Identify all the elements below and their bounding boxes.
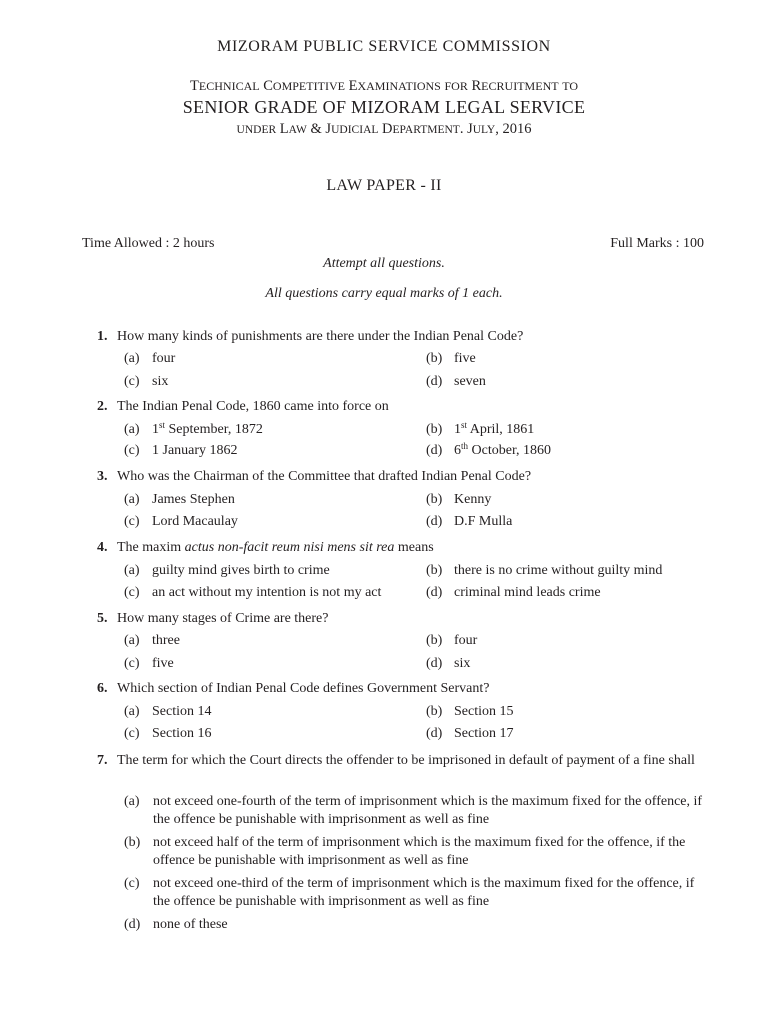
- time-allowed: Time Allowed : 2 hours: [82, 236, 215, 251]
- latin-maxim: actus non-facit reum nisi mens sit rea: [184, 540, 395, 555]
- question-6: 6. Which section of Indian Penal Code defines Government Servant?: [97, 681, 490, 696]
- question-4: 4. The maxim actus non-facit reum nisi mens sit rea means: [97, 540, 434, 555]
- option-5d: (d) six: [426, 656, 471, 671]
- option-3b: (b) Kenny: [426, 492, 492, 507]
- option-1b: (b) five: [426, 351, 476, 366]
- exam-line: TECHNICAL COMPETITIVE EXAMINATIONS FOR RECRUITMENT TO: [190, 78, 578, 94]
- option-1a: (a) four: [124, 351, 176, 366]
- option-7d: (d) none of these: [124, 917, 228, 932]
- option-2c: (c) 1 January 1862: [124, 443, 238, 458]
- option-7b: (b) not exceed half of the term of imprisonment which is the maximum fixed for the offence, if the offence be punishable with imprisonment as well as fine: [124, 835, 686, 868]
- question-1: 1. How many kinds of punishments are there under the Indian Penal Code?: [97, 329, 524, 344]
- service-line: SENIOR GRADE OF MIZORAM LEGAL SERVICE: [182, 97, 586, 117]
- option-3d: (d) D.F Mulla: [426, 514, 513, 529]
- option-3c: (c) Lord Macaulay: [124, 514, 238, 529]
- option-5c: (c) five: [124, 656, 174, 671]
- instruction-attempt-all: Attempt all questions.: [323, 256, 445, 271]
- option-2b: (b) 1st April, 1861: [426, 420, 535, 437]
- option-3a: (a) James Stephen: [124, 492, 235, 507]
- option-6d: (d) Section 17: [426, 726, 514, 741]
- option-4a: (a) guilty mind gives birth to crime: [124, 563, 330, 578]
- commission-title: MIZORAM PUBLIC SERVICE COMMISSION: [217, 38, 551, 55]
- option-7c: (c) not exceed one-third of the term of imprisonment which is the maximum fixed for the offence, if the offence be punishable with imprisonment as well as fine: [124, 876, 695, 909]
- department-line: UNDER LAW & JUDICIAL DEPARTMENT. JULY, 2016: [236, 121, 532, 137]
- option-1d: (d) seven: [426, 374, 486, 389]
- option-6b: (b) Section 15: [426, 704, 514, 719]
- option-6c: (c) Section 16: [124, 726, 212, 741]
- option-5b: (b) four: [426, 633, 478, 648]
- option-4b: (b) there is no crime without guilty mind: [426, 563, 663, 578]
- option-4c: (c) an act without my intention is not my act: [124, 585, 382, 600]
- question-2: 2. The Indian Penal Code, 1860 came into force on: [97, 399, 389, 414]
- option-6a: (a) Section 14: [124, 704, 212, 719]
- question-5: 5. How many stages of Crime are there?: [97, 611, 329, 626]
- option-1c: (c) six: [124, 374, 169, 389]
- full-marks: Full Marks : 100: [610, 236, 704, 251]
- option-4d: (d) criminal mind leads crime: [426, 585, 601, 600]
- question-7: 7. The term for which the Court directs the offender to be imprisoned in default of payment of a fine shall: [97, 753, 695, 768]
- option-2d: (d) 6th October, 1860: [426, 441, 552, 458]
- instruction-equal-marks: All questions carry equal marks of 1 each.: [265, 286, 503, 301]
- option-7a: (a) not exceed one-fourth of the term of imprisonment which is the maximum fixed for the offence, if the offence be punishable with imprisonment as well as fine: [124, 794, 703, 827]
- option-5a: (a) three: [124, 633, 180, 648]
- paper-title: LAW PAPER - II: [326, 177, 442, 194]
- question-3: 3. Who was the Chairman of the Committee that drafted Indian Penal Code?: [97, 469, 532, 484]
- option-2a: (a) 1st September, 1872: [124, 420, 263, 437]
